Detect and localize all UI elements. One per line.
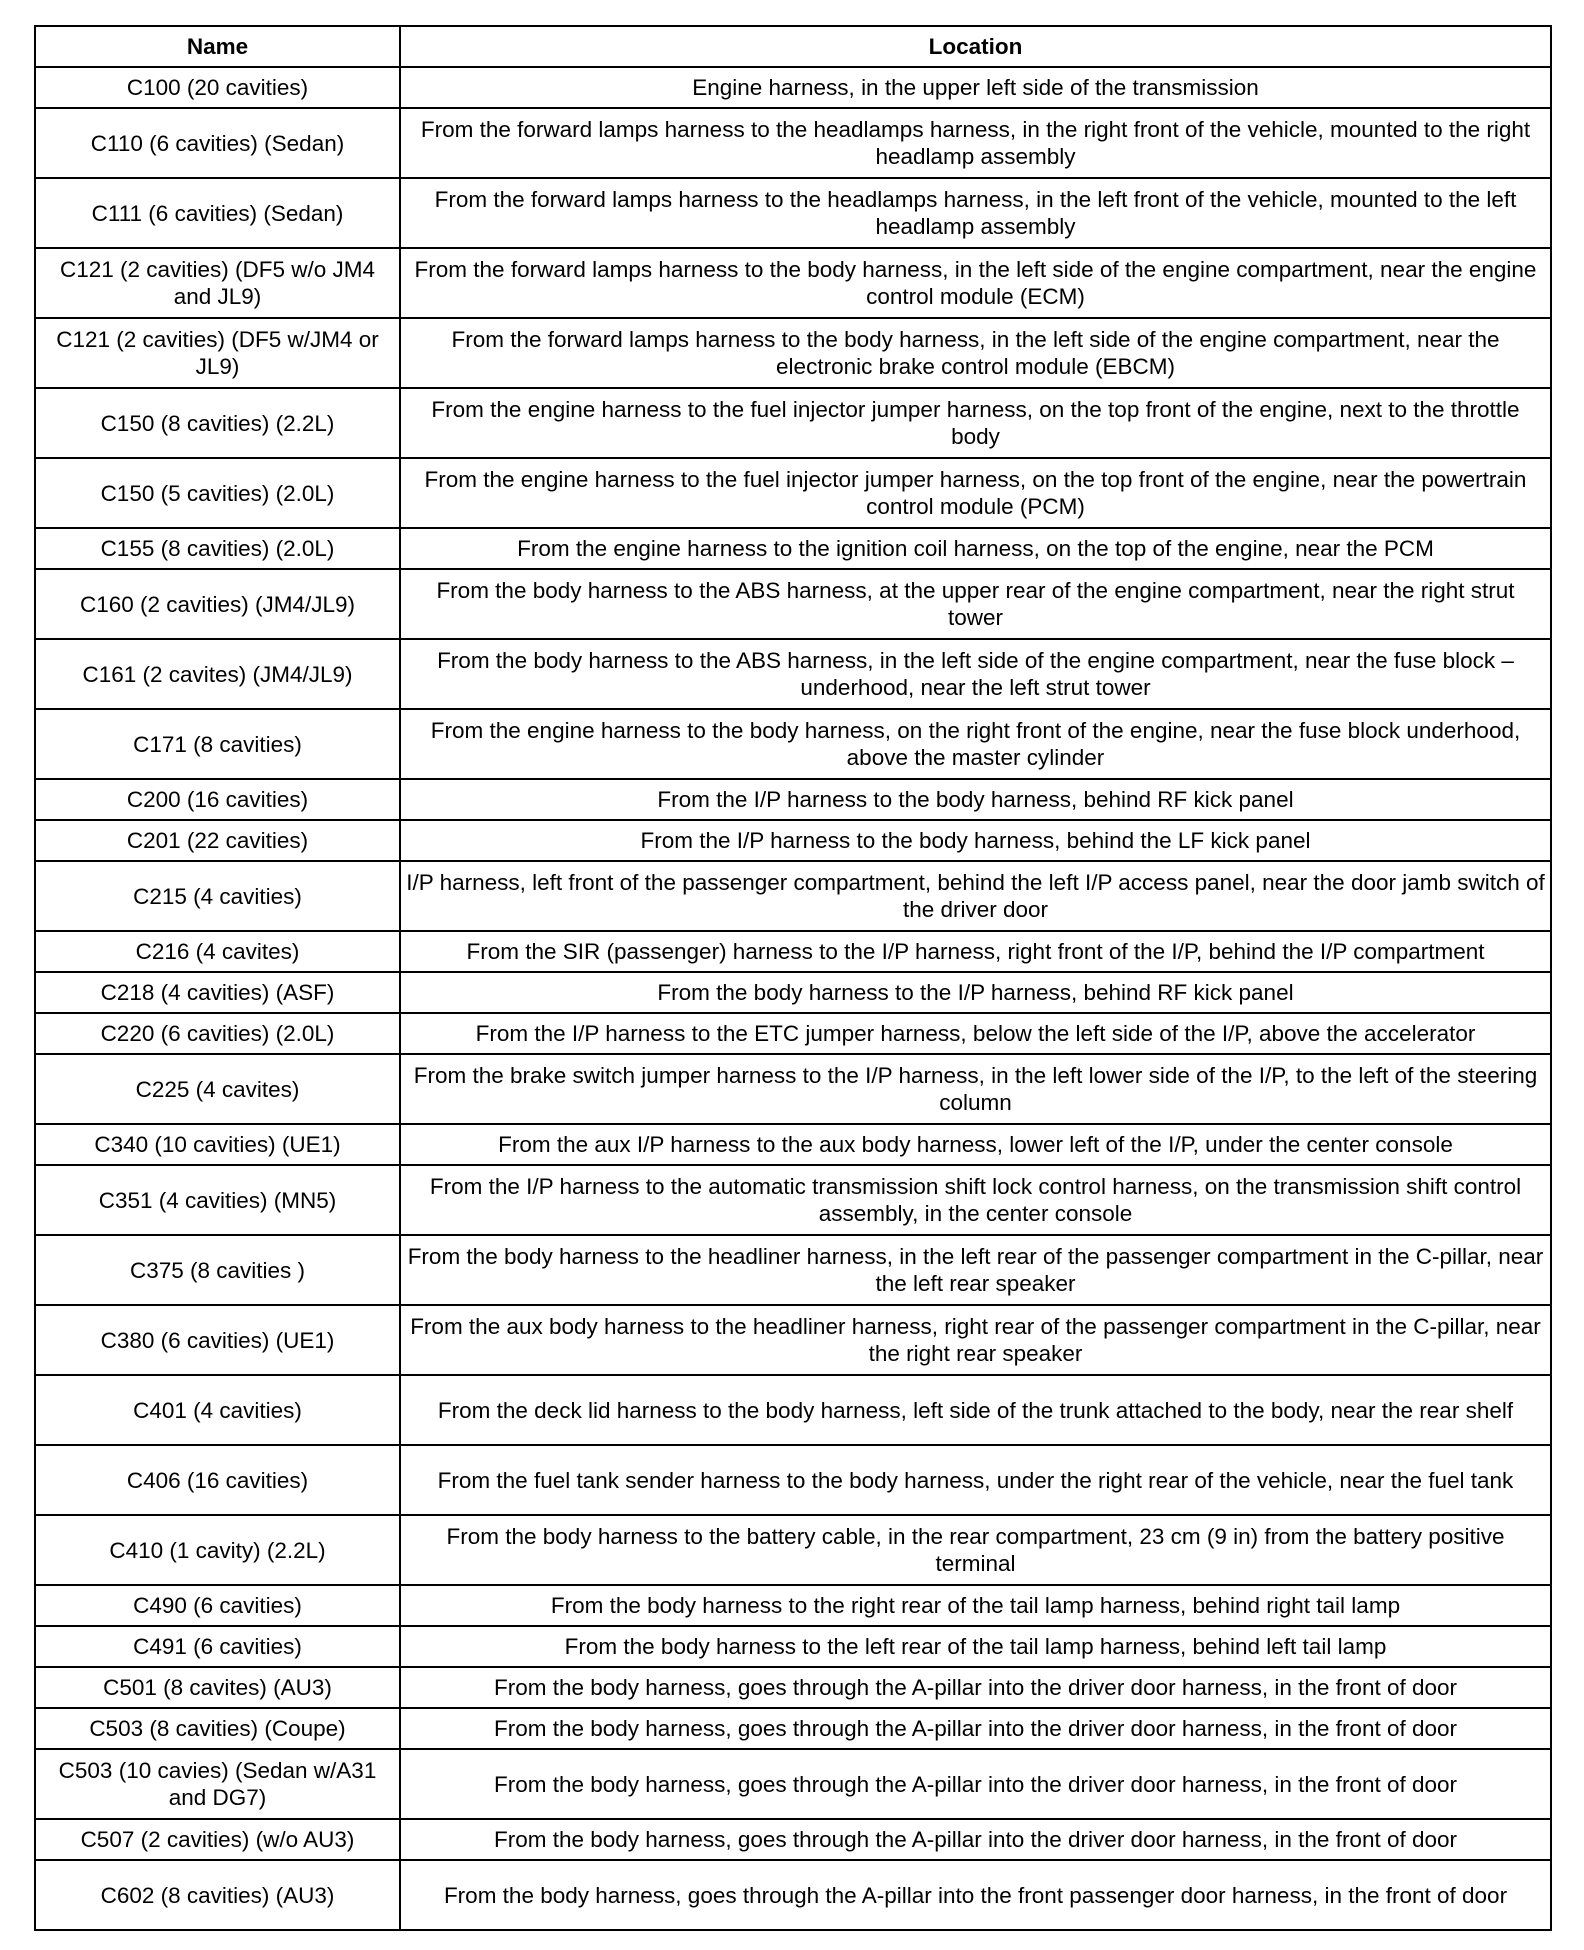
connector-location: From the body harness, goes through the A-pillar into the driver door harness, in the front of door	[400, 1819, 1551, 1860]
connector-location: From the engine harness to the body harness, on the right front of the engine, near the fuse block underhood, above the master cylinder	[400, 709, 1551, 779]
connector-location: From the deck lid harness to the body harness, left side of the trunk attached to the body, near the rear shelf	[400, 1375, 1551, 1445]
connector-name: C406 (16 cavities)	[35, 1445, 400, 1515]
connector-location: From the I/P harness to the automatic transmission shift lock control harness, on the transmission shift control assembly, in the center console	[400, 1165, 1551, 1235]
connector-name: C110 (6 cavities) (Sedan)	[35, 108, 400, 178]
connector-name: C171 (8 cavities)	[35, 709, 400, 779]
connector-location: From the engine harness to the fuel injector jumper harness, on the top front of the engine, near the powertrain control module (PCM)	[400, 458, 1551, 528]
connector-location: From the forward lamps harness to the body harness, in the left side of the engine compartment, near the electronic brake control module (EBCM)	[400, 318, 1551, 388]
connector-name: C100 (20 cavities)	[35, 67, 400, 108]
connector-name: C507 (2 cavities) (w/o AU3)	[35, 1819, 400, 1860]
table-row	[35, 108, 1551, 178]
location-column-header: Location	[400, 26, 1551, 67]
connector-name: C410 (1 cavity) (2.2L)	[35, 1515, 400, 1585]
table-row	[35, 67, 1551, 108]
table-row	[35, 931, 1551, 972]
connector-location: I/P harness, left front of the passenger compartment, behind the left I/P access panel, near the door jamb switch of the driver door	[400, 861, 1551, 931]
connector-location: From the body harness to the I/P harness, behind RF kick panel	[400, 972, 1551, 1013]
table-row	[35, 1235, 1551, 1305]
connector-table	[34, 25, 1552, 1931]
connector-location: From the I/P harness to the ETC jumper harness, below the left side of the I/P, above the accelerator	[400, 1013, 1551, 1054]
connector-location: From the aux I/P harness to the aux body harness, lower left of the I/P, under the center console	[400, 1124, 1551, 1165]
connector-location: From the body harness to the headliner harness, in the left rear of the passenger compartment in the C-pillar, near the left rear speaker	[400, 1235, 1551, 1305]
connector-location: From the body harness to the right rear of the tail lamp harness, behind right tail lamp	[400, 1585, 1551, 1626]
table-row	[35, 1013, 1551, 1054]
table-row	[35, 388, 1551, 458]
connector-name: C121 (2 cavities) (DF5 w/o JM4 and JL9)	[35, 248, 400, 318]
connector-name: C160 (2 cavities) (JM4/JL9)	[35, 569, 400, 639]
connector-location: From the body harness to the ABS harness, at the upper rear of the engine compartment, near the right strut tower	[400, 569, 1551, 639]
connector-name: C503 (8 cavities) (Coupe)	[35, 1708, 400, 1749]
connector-name: C150 (8 cavities) (2.2L)	[35, 388, 400, 458]
connector-location: From the aux body harness to the headliner harness, right rear of the passenger compartment in the C-pillar, near the right rear speaker	[400, 1305, 1551, 1375]
connector-location: From the I/P harness to the body harness, behind the LF kick panel	[400, 820, 1551, 861]
table-row	[35, 639, 1551, 709]
connector-location: From the engine harness to the fuel injector jumper harness, on the top front of the engine, next to the throttle body	[400, 388, 1551, 458]
table-row	[35, 1708, 1551, 1749]
table-row	[35, 458, 1551, 528]
connector-name: C490 (6 cavities)	[35, 1585, 400, 1626]
connector-name: C150 (5 cavities) (2.0L)	[35, 458, 400, 528]
connector-name: C218 (4 cavities) (ASF)	[35, 972, 400, 1013]
connector-location: From the body harness to the left rear of the tail lamp harness, behind left tail lamp	[400, 1626, 1551, 1667]
table-row	[35, 1626, 1551, 1667]
connector-location: From the body harness to the ABS harness, in the left side of the engine compartment, near the fuse block – underhood, near the left strut tower	[400, 639, 1551, 709]
connector-name: C220 (6 cavities) (2.0L)	[35, 1013, 400, 1054]
connector-name: C491 (6 cavities)	[35, 1626, 400, 1667]
table-row	[35, 1860, 1551, 1930]
table-row	[35, 1819, 1551, 1860]
connector-name: C501 (8 cavites) (AU3)	[35, 1667, 400, 1708]
table-row	[35, 1375, 1551, 1445]
table-row	[35, 1305, 1551, 1375]
connector-location: From the body harness to the battery cable, in the rear compartment, 23 cm (9 in) from the battery positive terminal	[400, 1515, 1551, 1585]
connector-name: C340 (10 cavities) (UE1)	[35, 1124, 400, 1165]
connector-location: From the body harness, goes through the A-pillar into the driver door harness, in the front of door	[400, 1667, 1551, 1708]
connector-location: From the body harness, goes through the A-pillar into the front passenger door harness, in the front of door	[400, 1860, 1551, 1930]
connector-location: From the body harness, goes through the A-pillar into the driver door harness, in the front of door	[400, 1749, 1551, 1819]
table-row	[35, 1165, 1551, 1235]
connector-name: C602 (8 cavities) (AU3)	[35, 1860, 400, 1930]
table-row	[35, 861, 1551, 931]
connector-name: C216 (4 cavites)	[35, 931, 400, 972]
connector-location: From the I/P harness to the body harness, behind RF kick panel	[400, 779, 1551, 820]
connector-name: C155 (8 cavities) (2.0L)	[35, 528, 400, 569]
table-row	[35, 820, 1551, 861]
connector-name: C380 (6 cavities) (UE1)	[35, 1305, 400, 1375]
connector-name: C215 (4 cavities)	[35, 861, 400, 931]
connector-name: C401 (4 cavities)	[35, 1375, 400, 1445]
name-column-header: Name	[35, 26, 400, 67]
table-row	[35, 709, 1551, 779]
table-row	[35, 569, 1551, 639]
connector-location: From the forward lamps harness to the headlamps harness, in the left front of the vehicle, mounted to the left headlamp assembly	[400, 178, 1551, 248]
connector-name: C503 (10 cavies) (Sedan w/A31 and DG7)	[35, 1749, 400, 1819]
table-row	[35, 1515, 1551, 1585]
table-row	[35, 1585, 1551, 1626]
table-row	[35, 248, 1551, 318]
connector-location: From the forward lamps harness to the body harness, in the left side of the engine compartment, near the engine control module (ECM)	[400, 248, 1551, 318]
table-row	[35, 1667, 1551, 1708]
connector-name: C351 (4 cavities) (MN5)	[35, 1165, 400, 1235]
table-row	[35, 1749, 1551, 1819]
connector-location: From the SIR (passenger) harness to the I/P harness, right front of the I/P, behind the I/P compartment	[400, 931, 1551, 972]
connector-name: C375 (8 cavities )	[35, 1235, 400, 1305]
table-row	[35, 1124, 1551, 1165]
connector-name: C201 (22 cavities)	[35, 820, 400, 861]
connector-name: C225 (4 cavites)	[35, 1054, 400, 1124]
connector-name: C111 (6 cavities) (Sedan)	[35, 178, 400, 248]
connector-location: From the forward lamps harness to the headlamps harness, in the right front of the vehicle, mounted to the right headlamp assembly	[400, 108, 1551, 178]
table-row	[35, 972, 1551, 1013]
connector-location: Engine harness, in the upper left side of the transmission	[400, 67, 1551, 108]
table-row	[35, 178, 1551, 248]
table-row	[35, 1445, 1551, 1515]
connector-location: From the brake switch jumper harness to the I/P harness, in the left lower side of the I/P, to the left of the steering column	[400, 1054, 1551, 1124]
connector-location: From the engine harness to the ignition coil harness, on the top of the engine, near the PCM	[400, 528, 1551, 569]
connector-location: From the fuel tank sender harness to the body harness, under the right rear of the vehicle, near the fuel tank	[400, 1445, 1551, 1515]
connector-name: C161 (2 cavites) (JM4/JL9)	[35, 639, 400, 709]
table-row	[35, 318, 1551, 388]
connector-table-page	[34, 25, 1550, 1931]
table-row	[35, 528, 1551, 569]
table-row	[35, 1054, 1551, 1124]
connector-name: C200 (16 cavities)	[35, 779, 400, 820]
connector-name: C121 (2 cavities) (DF5 w/JM4 or JL9)	[35, 318, 400, 388]
header-row	[35, 26, 1551, 67]
connector-location: From the body harness, goes through the A-pillar into the driver door harness, in the front of door	[400, 1708, 1551, 1749]
table-row	[35, 779, 1551, 820]
